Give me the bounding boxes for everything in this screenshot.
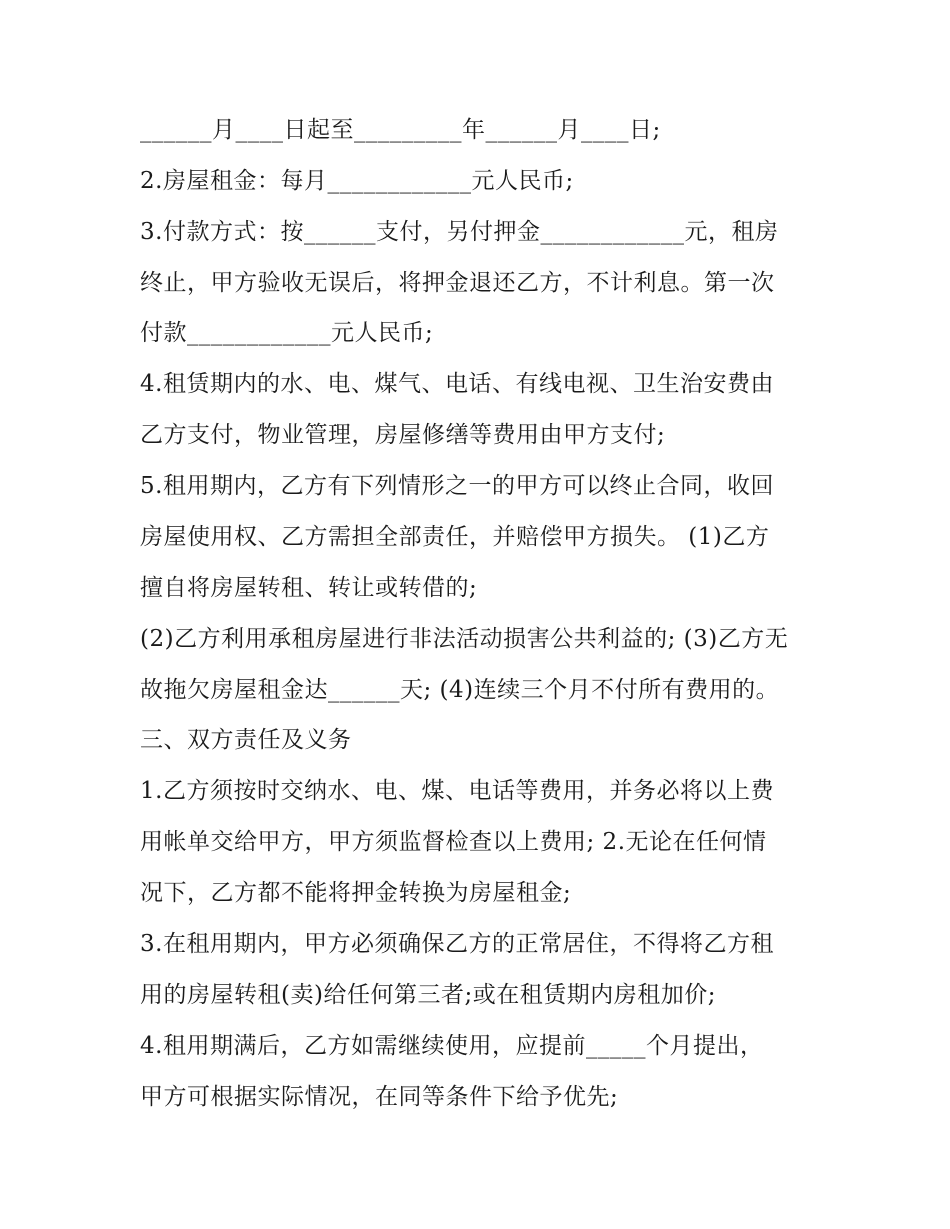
- text-line: 况下，乙方都不能将押金转换为房屋租金;: [140, 880, 572, 906]
- text-line: 用的房屋转租(卖)给任何第三者;或在租赁期内房租加价;: [140, 982, 716, 1008]
- text-line: 3.付款方式：按______支付，另付押金____________元，租房: [140, 219, 779, 245]
- text-line: 乙方支付，物业管理，房屋修缮等费用由甲方支付;: [140, 422, 666, 448]
- text-line: 甲方可根据实际情况，在同等条件下给予优先;: [140, 1084, 619, 1110]
- text-line: 付款____________元人民币;: [140, 320, 434, 346]
- text-line: 1.乙方须按时交纳水、电、煤、电话等费用，并务必将以上费: [140, 778, 774, 804]
- text-line: 4.租赁期内的水、电、煤气、电话、有线电视、卫生治安费由: [140, 371, 774, 397]
- text-line: (2)乙方利用承租房屋进行非法活动损害公共利益的; (3)乙方无: [140, 626, 789, 652]
- text-line: ______月____日起至_________年______月____日;: [140, 117, 661, 143]
- text-line: 5.租用期内，乙方有下列情形之一的甲方可以终止合同，收回: [140, 473, 774, 499]
- text-line: 4.租用期满后，乙方如需继续使用，应提前_____个月提出，: [140, 1033, 764, 1059]
- text-line: 用帐单交给甲方，甲方须监督检查以上费用; 2.无论在任何情: [140, 829, 767, 855]
- text-line: 擅自将房屋转租、转让或转借的;: [140, 575, 478, 601]
- text-line: 故拖欠房屋租金达______天; (4)连续三个月不付所有费用的。: [140, 677, 780, 703]
- section-heading: 三、双方责任及义务: [140, 727, 352, 753]
- text-line: 房屋使用权、乙方需担全部责任，并赔偿甲方损失。 (1)乙方: [140, 524, 770, 550]
- text-line: 3.在租用期内，甲方必须确保乙方的正常居住，不得将乙方租: [140, 931, 774, 957]
- text-line: 终止，甲方验收无误后，将押金退还乙方，不计利息。第一次: [140, 270, 775, 296]
- text-line: 2.房屋租金：每月____________元人民币;: [140, 168, 574, 194]
